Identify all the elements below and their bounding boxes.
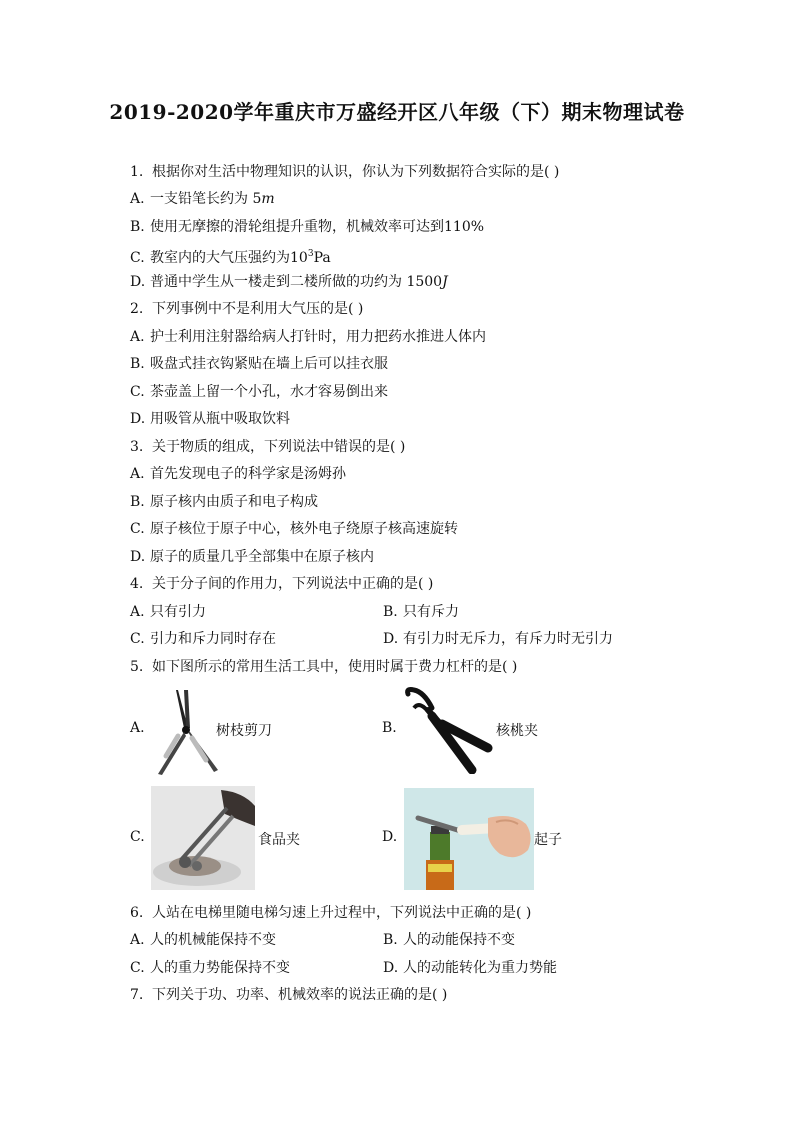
q6-option-b: B. 人的动能保持不变 <box>383 932 515 948</box>
bottle-opener-icon <box>404 788 534 890</box>
question-2: 2. 下列事例中不是利用大气压的是( ) <box>130 301 364 317</box>
q3-option-d: D. 原子的质量几乎全部集中在原子核内 <box>130 549 374 565</box>
q4-option-d: D. 有引力时无斥力，有斥力时无引力 <box>383 631 613 647</box>
question-1: 1. 根据你对生活中物理知识的认识，你认为下列数据符合实际的是( ) <box>130 164 560 180</box>
q3-option-b: B. 原子核内由质子和电子构成 <box>130 494 318 510</box>
q2-option-c: C. 茶壶盖上留一个小孔，水才容易倒出来 <box>130 384 388 400</box>
q5-option-b-letter: B. <box>382 720 397 736</box>
q1-option-b: B. 使用无摩擦的滑轮组提升重物，机械效率可达到110% <box>130 219 485 235</box>
q3-option-c: C. 原子核位于原子中心，核外电子绕原子核高速旋转 <box>130 521 458 537</box>
question-6: 6. 人站在电梯里随电梯匀速上升过程中，下列说法中正确的是( ) <box>130 905 532 921</box>
q1-option-d: D. 普通中学生从一楼走到二楼所做的功约为 1500J <box>130 274 448 290</box>
q4-option-c: C. 引力和斥力同时存在 <box>130 631 276 647</box>
q2-option-a: A. 护士利用注射器给病人打针时，用力把药水推进人体内 <box>130 329 486 345</box>
nutcracker-icon <box>402 686 494 774</box>
food-tongs-icon <box>151 786 255 890</box>
q6-option-d: D. 人的动能转化为重力势能 <box>383 960 557 976</box>
q5-option-a-letter: A. <box>130 720 145 736</box>
q6-option-c: C. 人的重力势能保持不变 <box>130 960 290 976</box>
q4-option-a: A. 只有引力 <box>130 604 206 620</box>
q1-option-a: A. 一支铅笔长约为 5m <box>130 191 275 207</box>
q6-option-a: A. 人的机械能保持不变 <box>130 932 276 948</box>
q5-option-c-letter: C. <box>130 829 145 845</box>
q5-option-b-label: 核桃夹 <box>496 723 538 739</box>
q5-option-c-label: 食品夹 <box>258 832 300 848</box>
q3-option-a: A. 首先发现电子的科学家是汤姆孙 <box>130 466 346 482</box>
question-7: 7. 下列关于功、功率、机械效率的说法正确的是( ) <box>130 987 448 1003</box>
question-5: 5. 如下图所示的常用生活工具中，使用时属于费力杠杆的是( ) <box>130 659 518 675</box>
question-4: 4. 关于分子间的作用力，下列说法中正确的是( ) <box>130 576 434 592</box>
pruning-shears-icon <box>148 688 220 776</box>
q5-option-d-label: 起子 <box>534 832 562 848</box>
q4-option-b: B. 只有斥力 <box>383 604 459 620</box>
q1-option-c: C. 教室内的大气压强约为$10^3Pa$ <box>130 249 331 266</box>
question-3: 3. 关于物质的组成，下列说法中错误的是( ) <box>130 439 406 455</box>
q2-option-b: B. 吸盘式挂衣钩紧贴在墙上后可以挂衣服 <box>130 356 388 372</box>
page-title: 2019-2020学年重庆市万盛经开区八年级（下）期末物理试卷 <box>109 100 685 124</box>
q5-option-a-label: 树枝剪刀 <box>216 723 272 739</box>
q5-option-d-letter: D. <box>382 829 398 845</box>
q2-option-d: D. 用吸管从瓶中吸取饮料 <box>130 411 290 427</box>
